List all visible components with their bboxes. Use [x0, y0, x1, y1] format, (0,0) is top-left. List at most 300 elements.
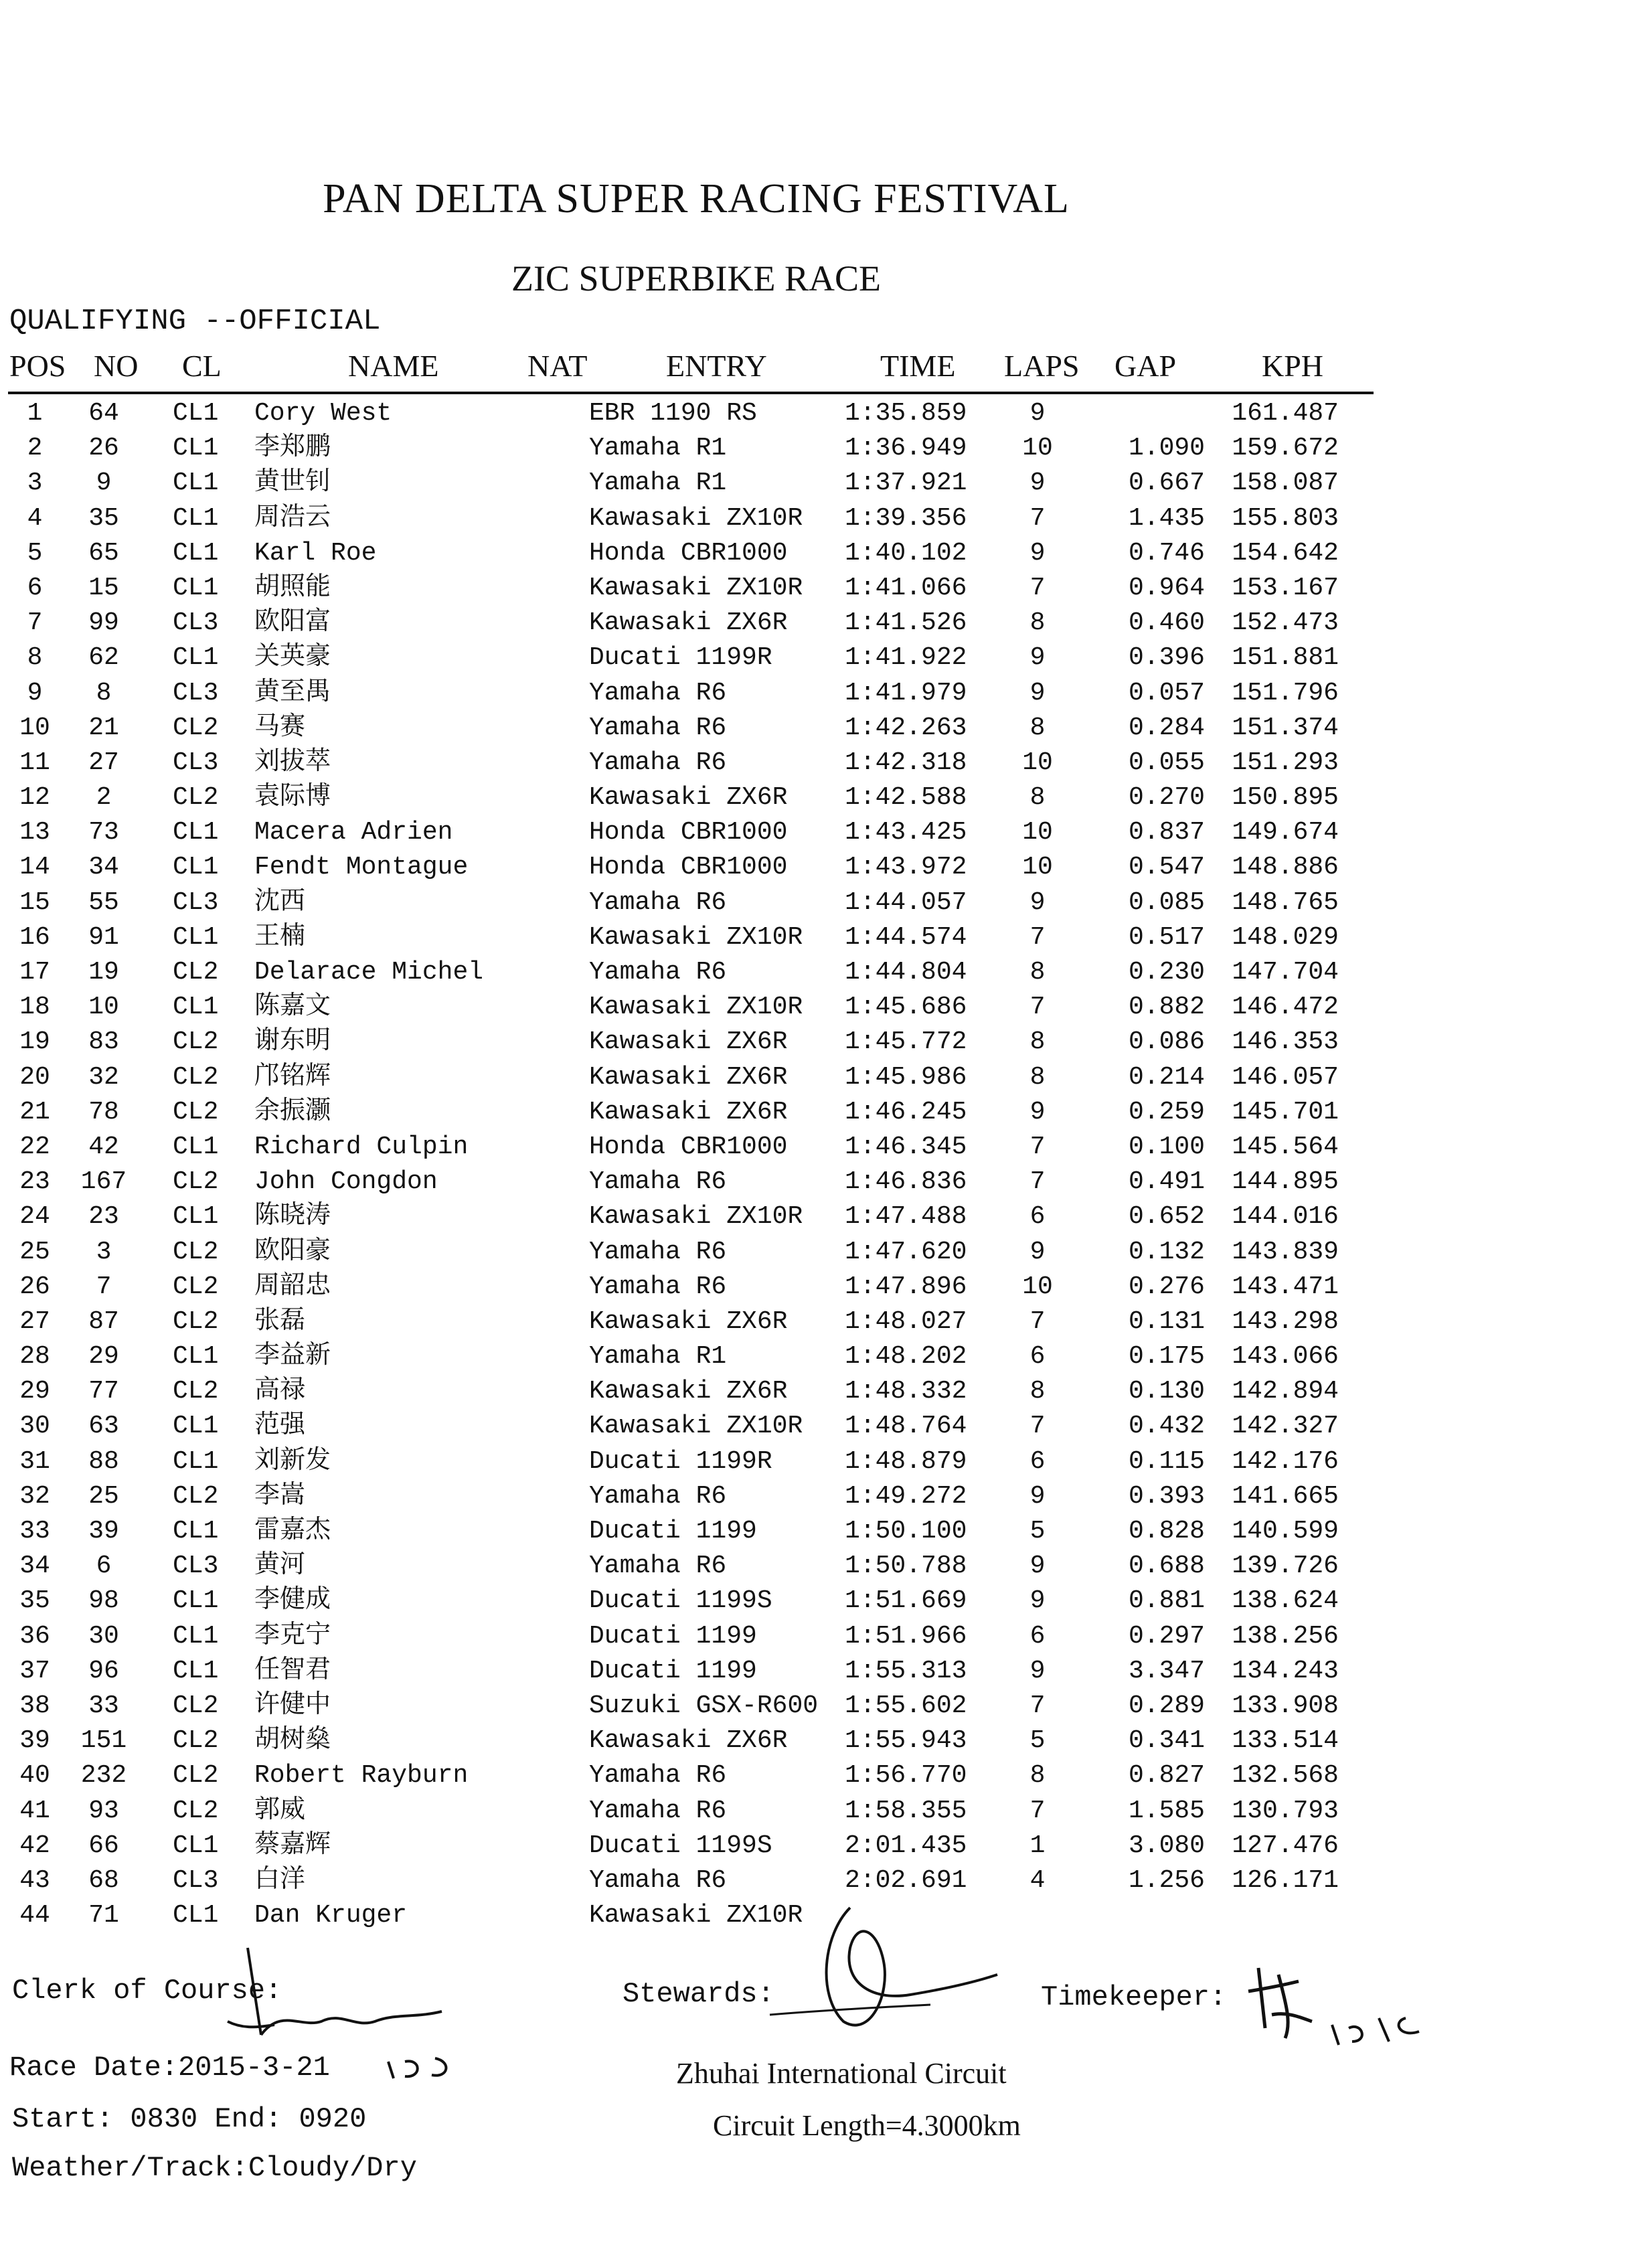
cell-no: 68	[88, 1865, 119, 1895]
cell-kph: 141.665	[1232, 1481, 1339, 1511]
cell-entry: Kawasaki ZX10R	[589, 993, 803, 1022]
cell-cl: CL1	[173, 1202, 219, 1232]
cell-no: 33	[88, 1691, 119, 1720]
cell-kph: 127.476	[1232, 1831, 1339, 1860]
cell-kph: 145.564	[1232, 1132, 1339, 1161]
cell-no: 15	[88, 573, 119, 602]
cell-time: 1:41.526	[845, 608, 967, 638]
cell-gap: 0.688	[1128, 1552, 1205, 1581]
cell-laps: 9	[1029, 643, 1046, 673]
cell-name: 刘拔萃	[254, 748, 331, 777]
cell-pos: 30	[19, 1412, 50, 1441]
cell-gap: 0.882	[1128, 993, 1205, 1022]
cell-no: 21	[88, 713, 119, 742]
table-row	[0, 990, 1406, 1025]
cell-name: Dan Kruger	[254, 1901, 408, 1930]
cell-gap: 0.828	[1128, 1517, 1205, 1546]
cell-pos: 12	[19, 783, 50, 813]
table-row	[0, 1165, 1406, 1199]
table-row	[0, 1270, 1406, 1305]
cell-entry: Kawasaki ZX10R	[589, 573, 803, 602]
cell-gap: 0.289	[1128, 1691, 1205, 1720]
cell-laps: 7	[1029, 1691, 1046, 1720]
cell-no: 3	[96, 1237, 112, 1266]
table-row	[0, 1444, 1406, 1479]
cell-name: 胡照能	[254, 573, 331, 602]
cell-no: 6	[96, 1552, 112, 1581]
cell-name: 郭威	[254, 1796, 306, 1825]
cell-no: 78	[88, 1097, 119, 1127]
cell-kph: 152.473	[1232, 608, 1339, 638]
cell-name: 任智君	[254, 1656, 331, 1685]
cell-pos: 1	[27, 399, 43, 428]
cell-name: 袁际博	[254, 783, 331, 813]
table-row	[0, 1689, 1406, 1724]
cell-kph: 139.726	[1232, 1552, 1339, 1581]
cell-time: 1:39.356	[845, 503, 967, 533]
cell-pos: 24	[19, 1202, 50, 1232]
cell-no: 96	[88, 1656, 119, 1685]
cell-entry: Yamaha R6	[589, 1272, 727, 1301]
cell-pos: 32	[19, 1481, 50, 1511]
cell-pos: 22	[19, 1132, 50, 1161]
session-label: QUALIFYING --OFFICIAL	[9, 305, 381, 338]
cell-gap: 0.827	[1128, 1761, 1205, 1791]
cell-gap: 0.652	[1128, 1202, 1205, 1232]
cell-no: 77	[88, 1377, 119, 1406]
cell-entry: Ducati 1199	[589, 1656, 757, 1685]
cell-pos: 9	[27, 678, 43, 708]
cell-laps: 9	[1029, 469, 1046, 498]
cell-laps: 10	[1022, 853, 1053, 882]
cell-kph: 143.839	[1232, 1237, 1339, 1266]
cell-entry: Kawasaki ZX10R	[589, 922, 803, 952]
cell-gap: 0.297	[1128, 1621, 1205, 1651]
cell-kph: 159.672	[1232, 434, 1339, 463]
cell-name: 刘新发	[254, 1446, 331, 1476]
cell-entry: Yamaha R6	[589, 1761, 727, 1791]
cell-gap: 3.080	[1128, 1831, 1205, 1860]
cell-cl: CL1	[173, 853, 219, 882]
table-row	[0, 955, 1406, 990]
cell-kph: 133.514	[1232, 1726, 1339, 1756]
cell-no: 7	[96, 1272, 112, 1301]
cell-cl: CL1	[173, 573, 219, 602]
cell-pos: 39	[19, 1726, 50, 1756]
table-row	[0, 1654, 1406, 1689]
table-row	[0, 396, 1406, 431]
cell-time: 1:48.332	[845, 1377, 967, 1406]
cell-time: 1:37.921	[845, 469, 967, 498]
cell-pos: 29	[19, 1377, 50, 1406]
cell-laps: 7	[1029, 1307, 1046, 1336]
cell-laps: 9	[1029, 1586, 1046, 1616]
cell-kph: 143.298	[1232, 1307, 1339, 1336]
cell-no: 39	[88, 1517, 119, 1546]
table-row	[0, 1829, 1406, 1863]
cell-cl: CL1	[173, 538, 219, 568]
table-row	[0, 1305, 1406, 1339]
timekeeper-label: Timekeeper:	[1041, 1981, 1227, 2013]
cell-cl: CL2	[173, 713, 219, 742]
cell-cl: CL2	[173, 1237, 219, 1266]
cell-entry: Yamaha R6	[589, 1167, 727, 1197]
cell-name: 黄世钊	[254, 469, 331, 498]
cell-pos: 13	[19, 818, 50, 847]
cell-kph: 154.642	[1232, 538, 1339, 568]
cell-pos: 41	[19, 1796, 50, 1825]
cell-entry: Yamaha R1	[589, 1342, 727, 1372]
cell-kph: 150.895	[1232, 783, 1339, 813]
cell-kph: 142.176	[1232, 1446, 1339, 1476]
table-row	[0, 1619, 1406, 1654]
table-row	[0, 920, 1406, 955]
cell-laps: 10	[1022, 434, 1053, 463]
cell-laps: 8	[1029, 783, 1046, 813]
cell-time: 1:44.574	[845, 922, 967, 952]
cell-gap: 0.100	[1128, 1132, 1205, 1161]
cell-laps: 5	[1029, 1517, 1046, 1546]
cell-laps: 4	[1029, 1865, 1046, 1895]
cell-pos: 18	[19, 993, 50, 1022]
cell-pos: 37	[19, 1656, 50, 1685]
cell-kph: 153.167	[1232, 573, 1339, 602]
table-row	[0, 780, 1406, 815]
cell-pos: 27	[19, 1307, 50, 1336]
cell-gap: 0.085	[1128, 888, 1205, 917]
cell-kph: 132.568	[1232, 1761, 1339, 1791]
cell-time: 1:51.966	[845, 1621, 967, 1651]
cell-gap: 0.517	[1128, 922, 1205, 952]
cell-entry: Ducati 1199R	[589, 1446, 772, 1476]
cell-cl: CL2	[173, 958, 219, 987]
cell-time: 1:43.425	[845, 818, 967, 847]
cell-gap: 0.964	[1128, 573, 1205, 602]
cell-gap: 0.115	[1128, 1446, 1205, 1476]
cell-kph: 138.256	[1232, 1621, 1339, 1651]
cell-gap: 1.090	[1128, 434, 1205, 463]
cell-no: 93	[88, 1796, 119, 1825]
cell-time: 2:02.691	[845, 1865, 967, 1895]
cell-pos: 16	[19, 922, 50, 952]
table-row	[0, 1025, 1406, 1060]
clerk-of-course-label: Clerk of Course:	[12, 1975, 282, 2007]
cell-name: 胡树燊	[254, 1726, 331, 1756]
cell-gap: 0.491	[1128, 1167, 1205, 1197]
cell-kph: 144.016	[1232, 1202, 1339, 1232]
cell-kph: 143.066	[1232, 1342, 1339, 1372]
cell-time: 1:45.772	[845, 1027, 967, 1057]
table-row	[0, 501, 1406, 536]
cell-pos: 2	[27, 434, 43, 463]
cell-name: 李克宁	[254, 1621, 331, 1651]
clerk-signature	[221, 1928, 502, 2082]
cell-entry: Kawasaki ZX6R	[589, 1027, 788, 1057]
col-laps: LAPS	[1004, 349, 1080, 383]
cell-cl: CL2	[173, 1481, 219, 1511]
cell-pos: 20	[19, 1062, 50, 1092]
cell-kph: 140.599	[1232, 1517, 1339, 1546]
cell-gap: 0.132	[1128, 1237, 1205, 1266]
cell-time: 2:01.435	[845, 1831, 967, 1860]
cell-time: 1:55.602	[845, 1691, 967, 1720]
cell-no: 232	[80, 1761, 127, 1791]
cell-no: 83	[88, 1027, 119, 1057]
start-end-time: Start: 0830 End: 0920	[12, 2103, 367, 2135]
cell-gap: 0.667	[1128, 469, 1205, 498]
cell-kph: 146.353	[1232, 1027, 1339, 1057]
race-date: Race Date:2015-3-21	[9, 2052, 330, 2084]
cell-kph: 147.704	[1232, 958, 1339, 987]
cell-entry: Ducati 1199R	[589, 643, 772, 673]
cell-no: 91	[88, 922, 119, 952]
cell-gap: 0.259	[1128, 1097, 1205, 1127]
header-divider	[8, 392, 1374, 394]
cell-name: 王楠	[254, 922, 306, 952]
cell-laps: 8	[1029, 1062, 1046, 1092]
cell-kph: 130.793	[1232, 1796, 1339, 1825]
cell-time: 1:46.836	[845, 1167, 967, 1197]
cell-laps: 6	[1029, 1621, 1046, 1651]
results-table	[0, 396, 1406, 1933]
cell-time: 1:46.345	[845, 1132, 967, 1161]
cell-cl: CL2	[173, 1796, 219, 1825]
cell-pos: 25	[19, 1237, 50, 1266]
cell-name: 雷嘉杰	[254, 1517, 331, 1546]
cell-kph: 149.674	[1232, 818, 1339, 847]
cell-name: 范强	[254, 1412, 306, 1441]
cell-gap: 0.175	[1128, 1342, 1205, 1372]
cell-kph: 148.765	[1232, 888, 1339, 917]
cell-pos: 31	[19, 1446, 50, 1476]
cell-time: 1:42.318	[845, 748, 967, 777]
cell-cl: CL2	[173, 1027, 219, 1057]
cell-laps: 9	[1029, 1481, 1046, 1511]
col-kph: KPH	[1262, 349, 1324, 383]
cell-name: 余振灏	[254, 1097, 331, 1127]
cell-pos: 33	[19, 1517, 50, 1546]
table-row	[0, 711, 1406, 746]
cell-no: 64	[88, 399, 119, 428]
cell-gap: 1.585	[1128, 1796, 1205, 1825]
cell-name: 沈西	[254, 888, 306, 917]
cell-kph: 144.895	[1232, 1167, 1339, 1197]
cell-cl: CL3	[173, 748, 219, 777]
cell-kph: 151.293	[1232, 748, 1339, 777]
cell-name: Macera Adrien	[254, 818, 453, 847]
circuit-name: Zhuhai International Circuit	[676, 2057, 1007, 2090]
col-nat: NAT	[527, 349, 588, 383]
cell-laps: 5	[1029, 1726, 1046, 1756]
cell-entry: Yamaha R6	[589, 678, 727, 708]
page-title: PAN DELTA SUPER RACING FESTIVAL	[323, 176, 1070, 222]
cell-cl: CL2	[173, 1691, 219, 1720]
col-cl: CL	[182, 349, 222, 383]
cell-gap: 0.341	[1128, 1726, 1205, 1756]
cell-time: 1:42.588	[845, 783, 967, 813]
table-row	[0, 1863, 1406, 1898]
cell-laps: 7	[1029, 1132, 1046, 1161]
cell-no: 99	[88, 608, 119, 638]
cell-kph: 134.243	[1232, 1656, 1339, 1685]
cell-cl: CL1	[173, 922, 219, 952]
table-row	[0, 1409, 1406, 1444]
cell-cl: CL1	[173, 643, 219, 673]
cell-laps: 8	[1029, 958, 1046, 987]
col-entry: ENTRY	[666, 349, 767, 383]
cell-time: 1:47.896	[845, 1272, 967, 1301]
cell-laps: 7	[1029, 922, 1046, 952]
cell-name: 李健成	[254, 1586, 331, 1616]
cell-laps: 7	[1029, 573, 1046, 602]
cell-name: 李益新	[254, 1342, 331, 1372]
cell-gap: 0.284	[1128, 713, 1205, 742]
table-row	[0, 1130, 1406, 1165]
cell-kph: 133.908	[1232, 1691, 1339, 1720]
cell-name: 张磊	[254, 1307, 306, 1336]
cell-kph: 142.894	[1232, 1377, 1339, 1406]
cell-entry: Yamaha R6	[589, 1237, 727, 1266]
table-row	[0, 1584, 1406, 1618]
cell-pos: 19	[19, 1027, 50, 1057]
cell-kph: 145.701	[1232, 1097, 1339, 1127]
cell-no: 8	[96, 678, 112, 708]
cell-name: 高禄	[254, 1377, 306, 1406]
cell-cl: CL2	[173, 1062, 219, 1092]
cell-laps: 8	[1029, 713, 1046, 742]
col-name: NAME	[348, 349, 439, 383]
cell-time: 1:44.057	[845, 888, 967, 917]
cell-kph: 138.624	[1232, 1586, 1339, 1616]
cell-pos: 42	[19, 1831, 50, 1860]
cell-gap: 0.396	[1128, 643, 1205, 673]
cell-laps: 6	[1029, 1342, 1046, 1372]
cell-cl: CL1	[173, 1132, 219, 1161]
cell-cl: CL1	[173, 1517, 219, 1546]
cell-name: 关英豪	[254, 643, 331, 673]
cell-pos: 28	[19, 1342, 50, 1372]
cell-cl: CL1	[173, 1621, 219, 1651]
col-time: TIME	[880, 349, 956, 383]
cell-gap: 0.131	[1128, 1307, 1205, 1336]
cell-entry: Suzuki GSX-R600	[589, 1691, 819, 1720]
cell-entry: Yamaha R6	[589, 1481, 727, 1511]
cell-entry: Kawasaki ZX6R	[589, 1726, 788, 1756]
table-row	[0, 746, 1406, 780]
cell-name: 蔡嘉辉	[254, 1831, 331, 1860]
cell-kph: 142.327	[1232, 1412, 1339, 1441]
cell-entry: Kawasaki ZX6R	[589, 608, 788, 638]
cell-name: Karl Roe	[254, 538, 377, 568]
table-row	[0, 1479, 1406, 1514]
cell-entry: Yamaha R1	[589, 434, 727, 463]
cell-pos: 34	[19, 1552, 50, 1581]
cell-pos: 5	[27, 538, 43, 568]
cell-cl: CL1	[173, 1412, 219, 1441]
cell-cl: CL1	[173, 503, 219, 533]
cell-entry: Yamaha R6	[589, 1552, 727, 1581]
cell-kph: 155.803	[1232, 503, 1339, 533]
table-header	[0, 348, 1379, 388]
cell-entry: Kawasaki ZX10R	[589, 1202, 803, 1232]
cell-laps: 10	[1022, 1272, 1053, 1301]
cell-no: 62	[88, 643, 119, 673]
table-row	[0, 641, 1406, 675]
cell-pos: 7	[27, 608, 43, 638]
cell-pos: 4	[27, 503, 43, 533]
cell-entry: Ducati 1199	[589, 1621, 757, 1651]
cell-time: 1:41.922	[845, 643, 967, 673]
cell-pos: 26	[19, 1272, 50, 1301]
cell-time: 1:42.263	[845, 713, 967, 742]
cell-cl: CL1	[173, 1446, 219, 1476]
cell-name: 欧阳富	[254, 608, 331, 638]
cell-no: 66	[88, 1831, 119, 1860]
cell-no: 2	[96, 783, 112, 813]
cell-name: 李郑鹏	[254, 434, 331, 463]
cell-laps: 10	[1022, 748, 1053, 777]
col-pos: POS	[9, 349, 66, 383]
cell-gap: 0.393	[1128, 1481, 1205, 1511]
cell-no: 65	[88, 538, 119, 568]
cell-kph: 148.029	[1232, 922, 1339, 952]
cell-gap: 0.460	[1128, 608, 1205, 638]
cell-time: 1:55.313	[845, 1656, 967, 1685]
cell-no: 19	[88, 958, 119, 987]
table-row	[0, 1339, 1406, 1374]
cell-time: 1:48.879	[845, 1446, 967, 1476]
cell-name: 周韶忠	[254, 1272, 331, 1301]
cell-gap: 0.130	[1128, 1377, 1205, 1406]
cell-time: 1:49.272	[845, 1481, 967, 1511]
cell-cl: CL1	[173, 818, 219, 847]
cell-cl: CL1	[173, 1586, 219, 1616]
cell-laps: 8	[1029, 1377, 1046, 1406]
page-subtitle: ZIC SUPERBIKE RACE	[511, 258, 882, 299]
cell-time: 1:48.764	[845, 1412, 967, 1441]
cell-cl: CL2	[173, 1726, 219, 1756]
cell-laps: 9	[1029, 399, 1046, 428]
cell-laps: 1	[1029, 1831, 1046, 1860]
cell-no: 98	[88, 1586, 119, 1616]
cell-cl: CL2	[173, 1377, 219, 1406]
cell-time: 1:47.620	[845, 1237, 967, 1266]
cell-pos: 3	[27, 469, 43, 498]
cell-name: 谢东明	[254, 1027, 331, 1057]
cell-gap: 0.086	[1128, 1027, 1205, 1057]
cell-laps: 6	[1029, 1446, 1046, 1476]
table-row	[0, 431, 1406, 466]
table-row	[0, 466, 1406, 501]
cell-pos: 15	[19, 888, 50, 917]
cell-time: 1:35.859	[845, 399, 967, 428]
cell-name: 黄至禺	[254, 678, 331, 708]
cell-pos: 6	[27, 573, 43, 602]
cell-no: 87	[88, 1307, 119, 1336]
cell-name: Richard Culpin	[254, 1132, 469, 1161]
cell-gap: 0.055	[1128, 748, 1205, 777]
cell-cl: CL3	[173, 608, 219, 638]
cell-laps: 9	[1029, 1656, 1046, 1685]
cell-cl: CL2	[173, 1272, 219, 1301]
cell-name: 邝铭辉	[254, 1062, 331, 1092]
cell-gap: 1.435	[1128, 503, 1205, 533]
cell-pos: 43	[19, 1865, 50, 1895]
cell-no: 73	[88, 818, 119, 847]
cell-cl: CL3	[173, 1552, 219, 1581]
cell-time: 1:48.202	[845, 1342, 967, 1372]
cell-pos: 21	[19, 1097, 50, 1127]
